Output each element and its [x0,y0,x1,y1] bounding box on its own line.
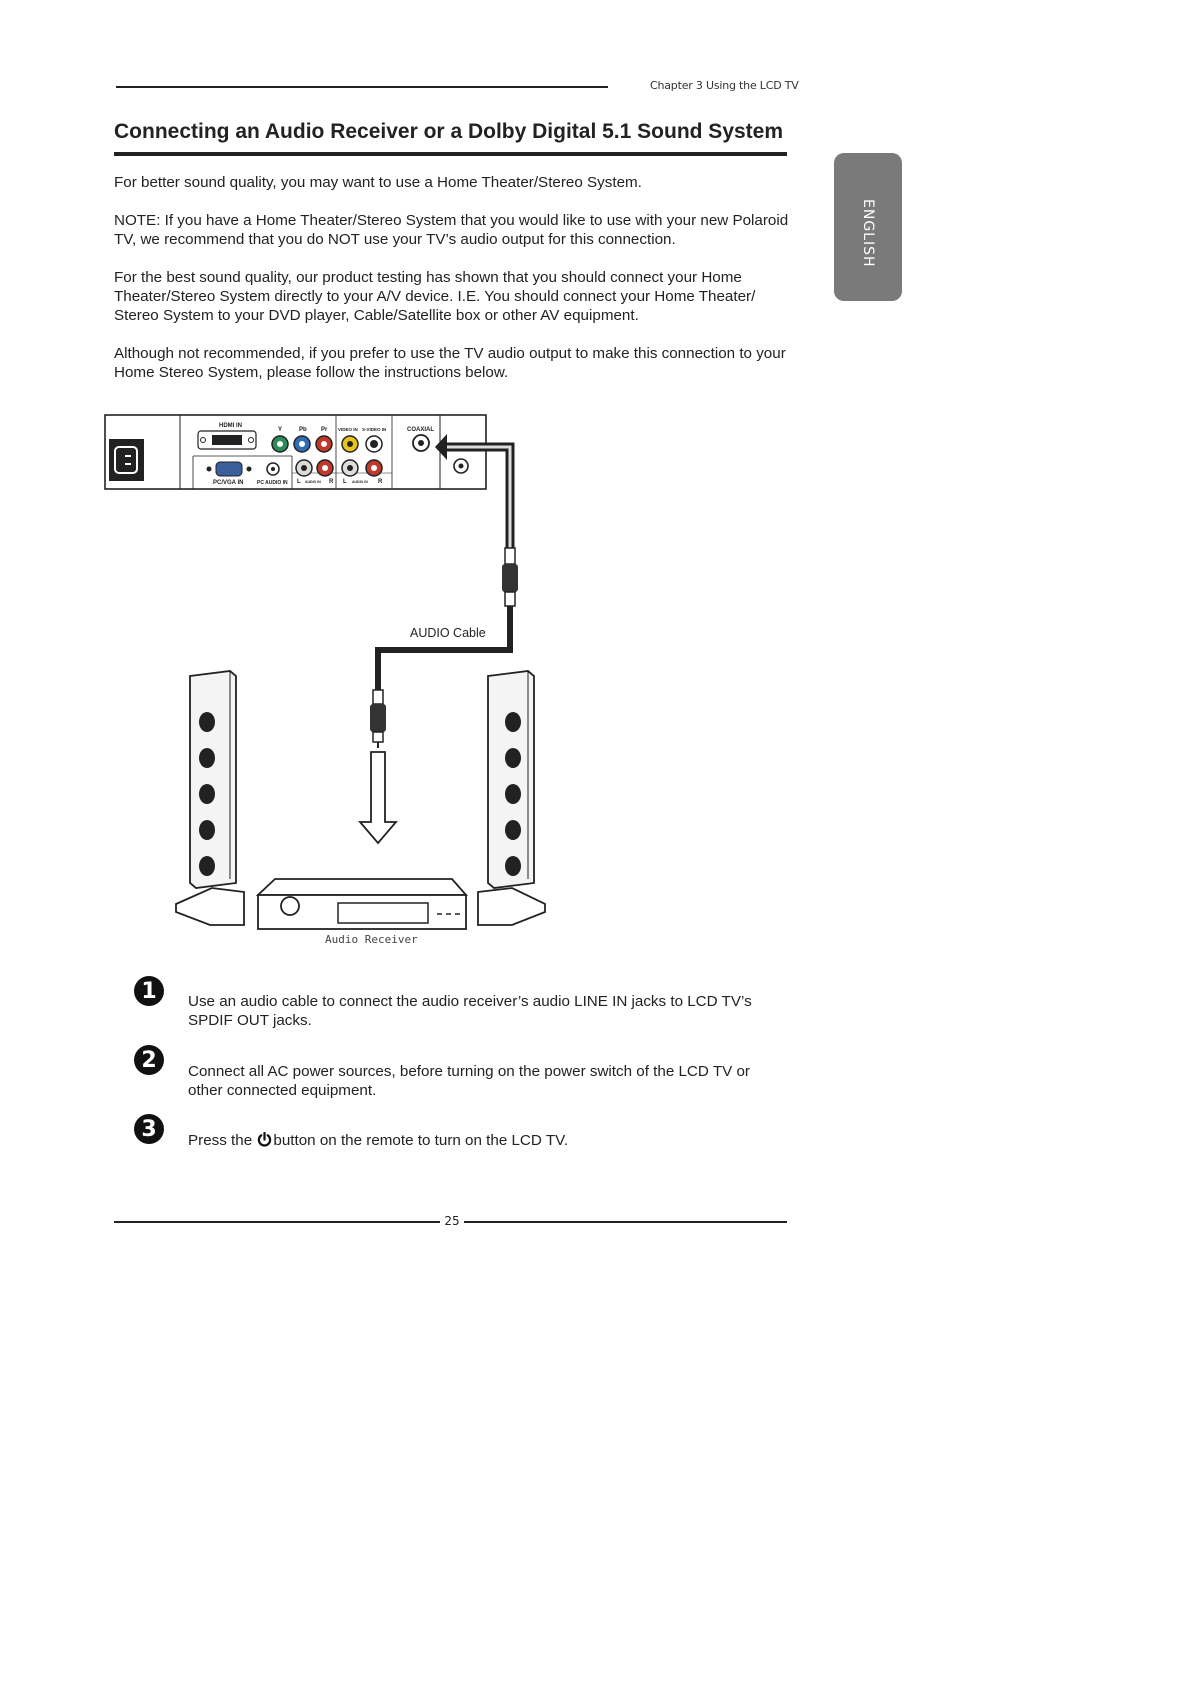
power-inlet-icon [109,439,144,481]
video-in-label: VIDEO IN [338,427,358,432]
right-speaker-icon [478,671,545,925]
y-label: Y [278,427,283,433]
step-1-text: Use an audio cable to connect the audio receiver’s audio LINE IN jacks to LCD TV’s SPDIF OUT jacks. [188,993,752,1029]
pc-audio-jack-icon [267,463,279,475]
hdmi-port-icon [198,431,256,449]
best-quality-paragraph: For the best sound quality, our product testing has shown that you should connect your Home Theater/Stereo System directly to your A/V device. I.E. You should connect your Home Theater/ Stereo System to your DVD player, Cable/Satellite box or other AV equipment. [114,269,756,324]
pb-label: Pb [299,427,307,433]
section-title: Connecting an Audio Receiver or a Dolby Digital 5.1 Sound System [114,120,784,143]
audio-l-label: L [297,479,301,485]
pr-label: Pr [321,427,328,433]
not-recommended-paragraph: Although not recommended, if you prefer to use the TV audio output to make this connection to your Home Stereo System, please follow the instructions below. [114,345,786,381]
audio-r-label-2: R [378,479,383,485]
pc-audio-in-label: PC AUDIO IN [257,480,288,486]
step-3-text-before: Press the [188,1132,253,1149]
audio-receiver-label: Audio Receiver [325,933,418,946]
step-3-badge: 3 [134,1114,164,1144]
audio-receiver-icon [258,879,466,929]
language-tab-label: ENGLISH [860,199,876,268]
intro-paragraph: For better sound quality, you may want to use a Home Theater/Stereo System. [114,174,642,191]
audio-in-label-1: AUDIO IN [305,480,321,484]
audio-r-label: R [329,479,334,485]
step-3-text-after: button on the remote to turn on the LCD TV. [273,1132,569,1149]
audio-cable-label: AUDIO Cable [410,626,486,640]
power-icon [257,1132,272,1147]
note-paragraph: NOTE: If you have a Home Theater/Stereo System that you would like to use with your new Polaroid TV, we recommend that you do NOT use your TV’s audio output for this connection. [114,212,789,248]
step-1-badge: 1 [134,976,164,1006]
audio-l-label-2: L [343,479,347,485]
step-2-text: Connect all AC power sources, before turning on the power switch of the LCD TV or other connected equipment. [188,1063,750,1099]
pc-vga-in-label: PC/VGA IN [213,480,244,486]
s-video-in-label: S-VIDEO IN [362,427,387,432]
left-speaker-icon [176,671,244,925]
page-number: 25 [440,1214,464,1228]
coaxial-label: COAXIAL [407,427,434,433]
down-arrow-icon [360,752,396,843]
audio-in-label-2: AUDIO IN [352,480,368,484]
step-2-badge: 2 [134,1045,164,1075]
hdmi-in-label: HDMI IN [219,423,242,429]
chapter-header: Chapter 3 Using the LCD TV [650,79,799,92]
step-3-text [188,1131,788,1150]
component-jacks [272,436,332,452]
